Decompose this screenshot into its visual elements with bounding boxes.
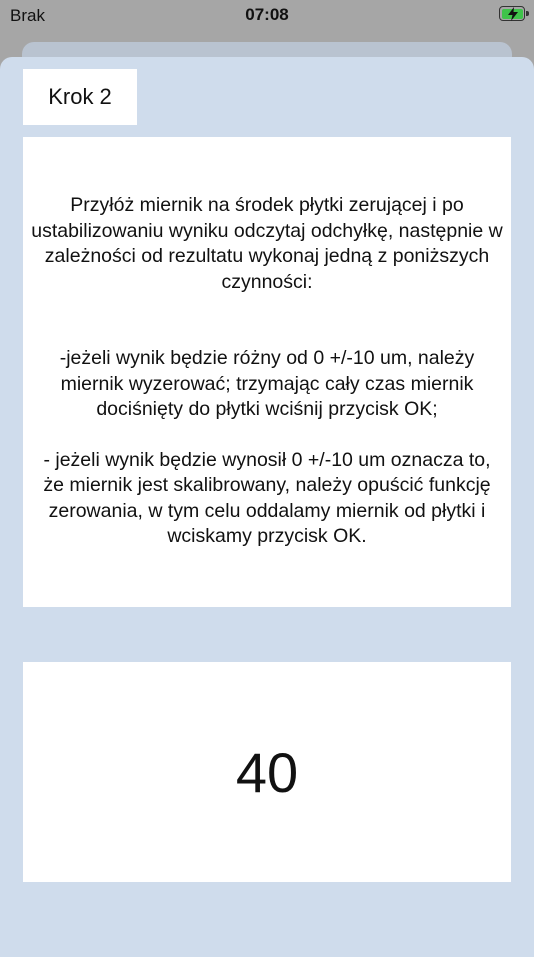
reading-display <box>23 662 511 882</box>
clock: 07:08 <box>245 5 289 24</box>
instructions-option-2: - jeżeli wynik będzie wynosił 0 +/-10 um oznacza to, że miernik jest skalibrowany, należy opuścić funkcję zerowania, w tym celu oddalamy miernik od płytki i wciskamy przycisk OK. <box>43 448 491 547</box>
instructions-card <box>23 137 511 607</box>
step-label: Krok 2 <box>48 84 112 109</box>
modal-sheet <box>0 57 534 957</box>
battery-icon <box>499 6 525 21</box>
reading-value: 40 <box>235 740 299 804</box>
step-indicator <box>23 69 137 125</box>
carrier-label: Brak <box>10 6 45 25</box>
status-bar <box>0 0 534 30</box>
charging-bolt-icon <box>507 7 519 21</box>
instructions-option-1: -jeżeli wynik będzie różny od 0 +/-10 um, należy miernik wyzerować; trzymając cały czas miernik dociśnięty do płytki wciśnij przycisk OK; <box>59 347 475 420</box>
instructions-intro: Przyłóż miernik na środek płytki zerującej i po ustabilizowaniu wyniku odczytaj odchyłkę, następnie w zależności od rezultatu wykonaj jedną z poniższych czynności: <box>31 194 503 293</box>
